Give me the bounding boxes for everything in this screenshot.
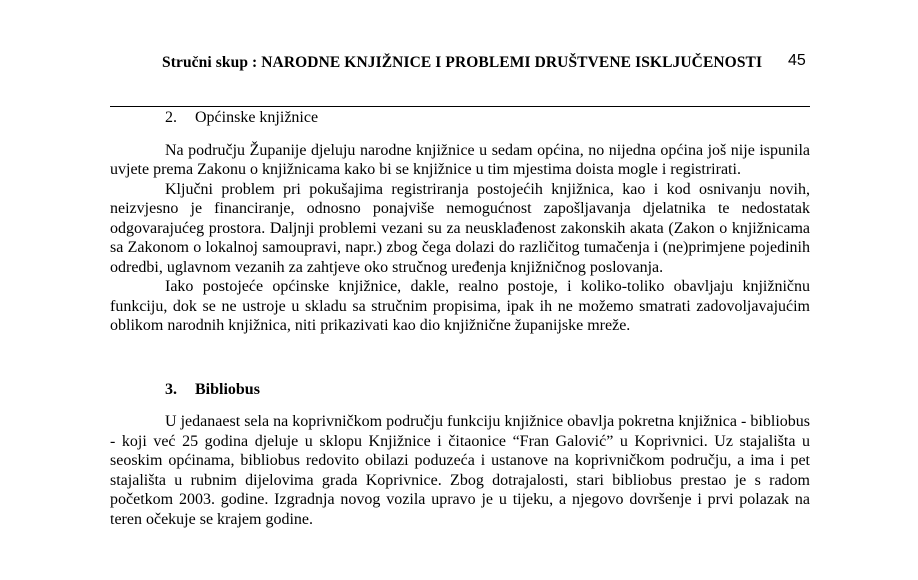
paragraph: U jedanaest sela na koprivničkom području funkciju knjižnice obavlja pokretna knjižnica - bibliobus - koji već 25 godina djeluje u sklopu Knjižnice i čitaonice “Fran Galović” u Koprivnici. Uz stajališta u seoskim općinama, bibliobus redovito obilazi poduzeća i ustanove na koprivničkom području, a ima i pet stajališta u rubnim dijelovima grada Koprivnice. Zbog dotrajalosti, stari bibliobus prestao je s radom početkom 2003. godine. Izgradnja novog vozila upravo je u tijeku, a njegovo dovršenje i prvi polazak na teren očekuje se krajem godine.	[110, 413, 810, 528]
page-number: 45	[788, 52, 806, 69]
section-heading-opcinske-knjiznice	[110, 108, 810, 128]
section-title: Općinske knjižnice	[195, 109, 319, 126]
section-number: 2.	[165, 109, 177, 126]
section-number: 3.	[165, 380, 177, 398]
running-header-title: Stručni skup : NARODNE KNJIŽNICE I PROBLEMI DRUŠTVENE ISKLJUČENOSTI	[162, 54, 763, 71]
header-divider	[110, 106, 810, 107]
section-heading-bibliobus	[110, 380, 810, 400]
paragraph: Na području Županije djeluju narodne knjižnice u sedam općina, no nijedna općina još nije ispunila uvjete prema Zakonu o knjižnicama kako bi se knjižnice u tim mjestima doista mogle i registrirati.	[110, 141, 810, 178]
paragraph: Iako postojeće općinske knjižnice, dakle, realno postoje, i koliko-toliko obavljaju knjižničnu funkciju, dok se ne ustroje u skladu sa stručnim propisima, ipak ih ne možemo smatrati zadovoljavajućim oblikom narodnih knjižnica, niti prikazivati kao dio knjižnične županijske mreže.	[110, 278, 810, 334]
paragraph: Ključni problem pri pokušajima registriranja postojećih knjižnica, kao i kod osnivanju novih, neizvjesno je financiranje, odnosno ponajviše nemogućnost zapošljavanja djelatnika te nedostatak odgovarajućeg prostora. Daljnji problemi vezani su za neusklađenost zakonskih akata (Zakon o knjižnicama sa Zakonom o lokalnoj samoupravi, napr.) zbog čega dolazi do različitog tumačenja i (ne)primjene pojedinih odredbi, uglavnom vezanih za zahtjeve oko stručnog uređenja knjižničnog poslovanja.	[110, 180, 810, 276]
page-header	[0, 48, 918, 78]
section-title: Bibliobus	[195, 380, 260, 398]
document-body	[110, 108, 810, 529]
